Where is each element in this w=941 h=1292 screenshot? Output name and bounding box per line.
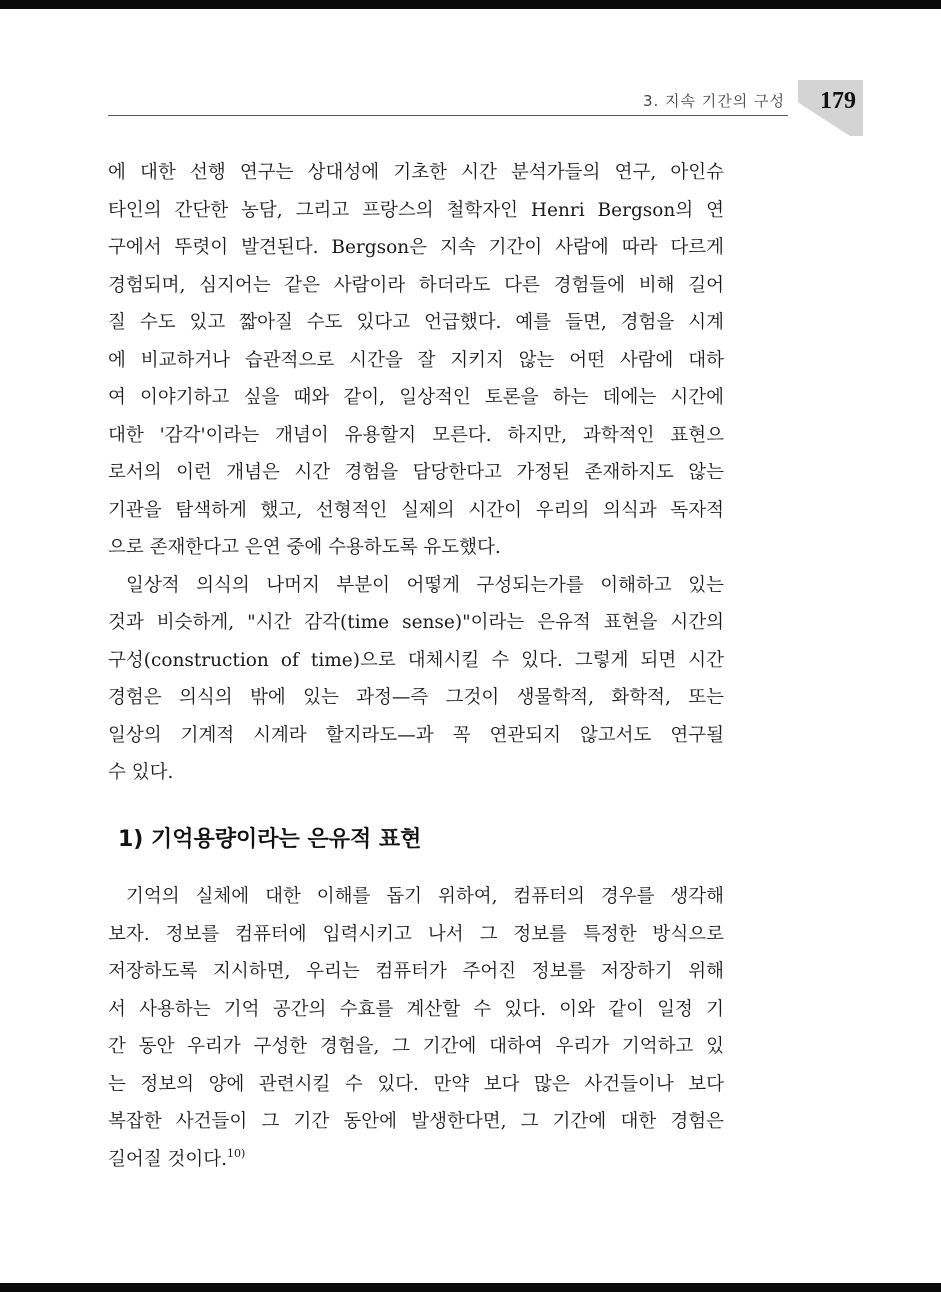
text-line: 구성(construction of time)으로 대체시킬 수 있다. 그렇게 되면 시간 [108,649,724,671]
text-line: 경험은 의식의 밖에 있는 과정—즉 그것이 생물학적, 화학적, 또는 [108,687,724,708]
text-line: 수 있다. [108,762,174,783]
text-line: 일상적 의식의 나머지 부분이 어떻게 구성되는가를 이해하고 있는 [126,574,724,596]
bottom-border-bar [0,1283,941,1292]
header-rule [108,115,788,116]
text-line: 간 동안 우리가 구성한 경험을, 그 기간에 대하여 우리가 기억하고 있 [108,1036,724,1057]
text-line: 경험되며, 심지어는 같은 사람이라 하더라도 다른 경험들에 비해 길어 [108,274,724,296]
text-line: 질 수도 있고 짧아질 수도 있다고 언급했다. 예를 들면, 경험을 시계 [108,312,724,333]
text-line: 여 이야기하고 싶을 때와 같이, 일상적인 토론을 하는 데에는 시간에 [108,387,724,408]
text-line: 기억의 실체에 대한 이해를 돕기 위하여, 컴퓨터의 경우를 생각해 [126,886,724,907]
section-heading: 1) 기억용량이라는 은유적 표현 [118,827,422,852]
top-border-bar [0,0,941,9]
text-line: 에 대한 선행 연구는 상대성에 기초한 시간 분석가들의 연구, 아인슈 [108,162,724,183]
text-line: 저장하도록 지시하면, 우리는 컴퓨터가 주어진 정보를 저장하기 위해 [108,961,724,982]
text-line: 대한 '감각'이라는 개념이 유용할지 모른다. 하지만, 과학적인 표현으 [108,424,724,446]
text-line: 복잡한 사건들이 그 기간 동안에 발생한다면, 그 기간에 대한 경험은 [108,1111,724,1132]
text-line-with-footnote [108,1141,724,1179]
text-line: 보자. 정보를 컴퓨터에 입력시키고 나서 그 정보를 특정한 방식으로 [108,923,724,945]
body-text-bottom [108,878,724,1178]
text-line: 일상의 기계적 시계라 할지라도—과 꼭 연관되지 않고서도 연구될 [108,724,724,746]
running-head: 3. 지속 기간의 구성 [642,92,785,110]
footnote-marker: 10) [227,1146,246,1160]
text-line: 기관을 탐색하게 했고, 선형적인 실제의 시간이 우리의 의식과 독자적 [108,499,724,521]
last-line-text: 길어질 것이다. [108,1148,227,1170]
text-line: 으로 존재한다고 은연 중에 수용하도록 유도했다. [108,537,501,558]
text-line: 서 사용하는 기억 공간의 수효를 계산할 수 있다. 이와 같이 일정 기 [108,998,724,1020]
text-line: 것과 비슷하게, "시간 감각(time sense)"이라는 은유적 표현을 시간의 [108,612,724,633]
page-number: 179 [820,88,856,114]
text-line: 에 비교하거나 습관적으로 시간을 잘 지키지 않는 어떤 사람에 대하 [108,349,724,371]
text-line: 구에서 뚜렷이 발견된다. Bergson은 지속 기간이 사람에 따라 다르게 [108,237,724,258]
text-line: 타인의 간단한 농담, 그리고 프랑스의 철학자인 Henri Bergson의 연 [108,199,724,221]
text-line: 는 정보의 양에 관련시킬 수 있다. 만약 보다 많은 사건들이나 보다 [108,1073,724,1095]
text-line: 로서의 이런 개념은 시간 경험을 담당한다고 가정된 존재하지도 않는 [108,462,724,483]
body-text-top [108,154,724,792]
